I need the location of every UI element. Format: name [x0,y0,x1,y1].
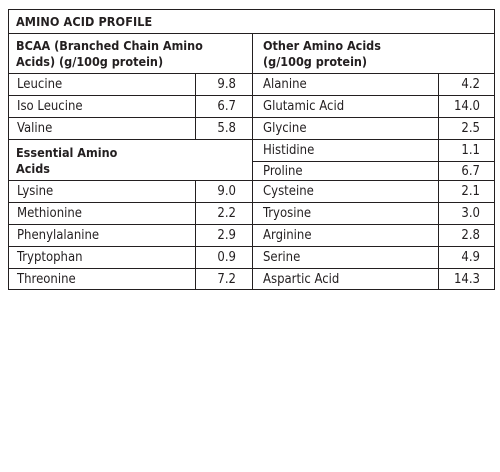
row-rule [252,268,494,269]
other-row-value: 14.0 [453,99,480,114]
row-rule [9,117,252,118]
other-row-name: Tryosine [263,206,312,221]
table-title-row [9,10,494,34]
row-rule [252,161,494,162]
essential-top-rule [9,180,252,181]
essential-row-value: 7.2 [217,272,236,287]
essential-row-value: 2.2 [217,206,236,221]
row-rule [252,95,494,96]
other-row-value: 2.5 [461,121,480,136]
bcaa-header [16,38,203,70]
essential-row-name: Threonine [17,272,76,287]
essential-header-line1: Essential Amino [16,145,118,160]
other-row-name: Alanine [263,77,307,92]
bcaa-row-name: Leucine [17,77,63,92]
other-header [263,38,381,70]
row-rule [252,246,494,247]
bcaa-row-value: 6.7 [217,99,236,114]
other-row-value: 14.3 [453,272,480,287]
other-row-name: Cysteine [263,184,314,199]
row-rule [9,139,252,140]
bcaa-row-value: 9.8 [217,77,236,92]
other-row-name: Arginine [263,228,312,243]
essential-row-value: 9.0 [217,184,236,199]
other-row-value: 2.1 [461,184,480,199]
bcaa-row-name: Valine [17,121,53,136]
row-rule [9,268,252,269]
other-row-value: 4.9 [461,250,480,265]
bcaa-header-line2: Acids) (g/100g protein) [16,54,164,69]
bcaa-row-name: Iso Leucine [17,99,83,114]
essential-row-name: Phenylalanine [17,228,100,243]
row-rule [9,202,252,203]
other-row-value: 2.8 [461,228,480,243]
bcaa-value-divider [195,73,196,139]
row-rule [252,117,494,118]
other-row-value: 3.0 [461,206,480,221]
row-rule [9,224,252,225]
essential-value-divider [195,180,196,289]
row-rule [252,202,494,203]
other-header-line1: Other Amino Acids [263,38,381,53]
other-header-line2: (g/100g protein) [263,54,368,69]
other-top-rule [252,73,494,74]
bcaa-top-rule [9,73,252,74]
row-rule [9,95,252,96]
bcaa-row-value: 5.8 [217,121,236,136]
essential-row-name: Methionine [17,206,82,221]
other-row-name: Proline [263,164,303,179]
table-title: AMINO ACID PROFILE [16,14,153,29]
essential-row-value: 2.9 [217,228,236,243]
row-rule [252,139,494,140]
other-row-name: Glycine [263,121,307,136]
essential-row-name: Tryptophan [17,250,83,265]
row-rule [252,224,494,225]
essential-row-value: 0.9 [217,250,236,265]
other-row-name: Histidine [263,143,315,158]
other-row-value: 1.1 [461,143,480,158]
bcaa-header-line1: BCAA (Branched Chain Amino [16,38,203,53]
essential-header [16,145,117,177]
row-rule [9,246,252,247]
essential-header-line2: Acids [16,161,50,176]
other-row-value: 4.2 [461,77,480,92]
other-value-divider [438,73,439,289]
other-row-name: Aspartic Acid [263,272,340,287]
other-row-name: Glutamic Acid [263,99,345,114]
amino-acid-table [8,9,495,290]
row-rule [252,180,494,181]
other-row-value: 6.7 [461,164,480,179]
other-row-name: Serine [263,250,301,265]
essential-row-name: Lysine [17,184,54,199]
